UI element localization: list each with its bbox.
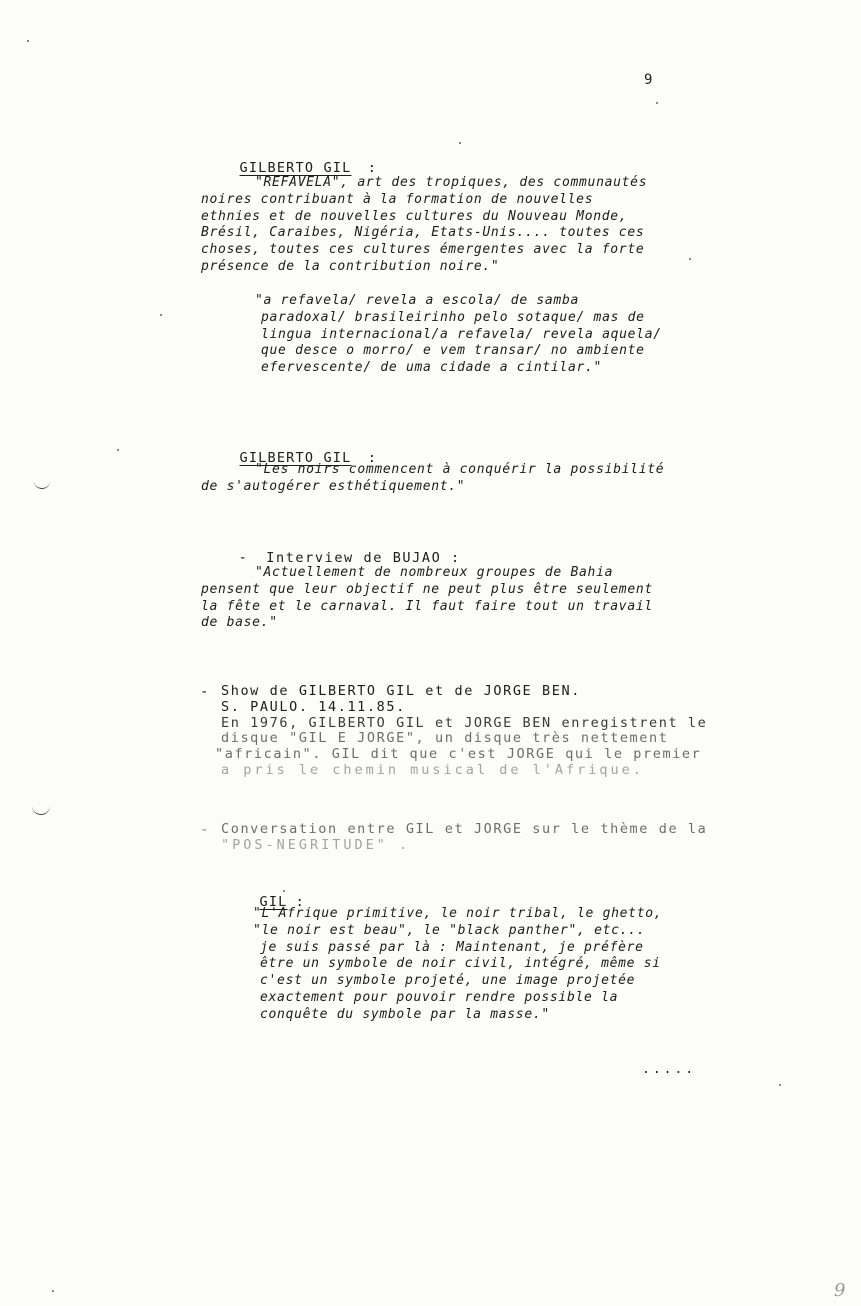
speaker-heading: GILBERTO GIL bbox=[239, 160, 352, 176]
paper-speck bbox=[160, 314, 162, 316]
quote-line: "Les noirs commencent à conquérir la possibilité bbox=[255, 462, 665, 477]
quote-line: "L'Afrique primitive, le noir tribal, le ghetto, bbox=[253, 906, 663, 921]
continuation-dots: ..... bbox=[642, 1062, 697, 1077]
lyric-line: "a refavela/ revela a escola/ de samba bbox=[255, 293, 580, 308]
conversation-line: Conversation entre GIL et JORGE sur le thème de la bbox=[221, 821, 708, 837]
quote-line: de s'autogérer esthétiquement." bbox=[201, 478, 466, 494]
heading-colon: : bbox=[295, 894, 304, 910]
bullet-dash: - bbox=[238, 550, 247, 566]
margin-mark bbox=[34, 478, 50, 489]
handwritten-page-number: 9 bbox=[834, 1280, 846, 1301]
afrique-quote bbox=[253, 906, 662, 1024]
paper-speck bbox=[283, 890, 285, 892]
quote-line: "REFAVELA", art des tropiques, des communautés bbox=[255, 175, 648, 190]
conversation-paragraph bbox=[221, 822, 707, 854]
show-line: S. PAULO. 14.11.85. bbox=[221, 698, 406, 715]
quote-line: présence de la contribution noire." bbox=[201, 258, 500, 274]
paper-speck bbox=[689, 258, 691, 260]
paper-speck bbox=[656, 102, 658, 104]
autogerer-quote bbox=[201, 462, 664, 496]
show-paragraph bbox=[215, 683, 708, 779]
speaker-heading: GILBERTO GIL bbox=[239, 450, 352, 466]
quote-line: je suis passé par là : Maintenant, je préfère bbox=[260, 939, 644, 955]
show-line: "africain". GIL dit que c'est JORGE qui le premier bbox=[215, 746, 702, 763]
quote-line: être un symbole de noir civil, intégré, même si bbox=[260, 956, 661, 972]
quote-line: noires contribuant à la formation de nouvelles bbox=[201, 191, 594, 207]
lyric-line: paradoxal/ brasileirinho pelo sotaque/ mas de bbox=[261, 309, 645, 325]
refavela-quote bbox=[201, 175, 647, 276]
quote-line: conquête du symbole par la masse." bbox=[260, 1006, 550, 1022]
lyric-line: que desce o morro/ e vem transar/ no ambiente bbox=[261, 343, 645, 359]
lyric-line: lingua internacional/a refavela/ revela aquela/ bbox=[261, 326, 662, 342]
speaker-heading: GIL bbox=[259, 894, 288, 910]
bullet-dash: - bbox=[200, 684, 209, 700]
quote-line: "Actuellement de nombreux groupes de Bahia bbox=[255, 565, 614, 580]
margin-mark bbox=[32, 804, 50, 815]
quote-line: ethnies et de nouvelles cultures du Nouveau Monde, bbox=[201, 208, 628, 224]
heading-colon: : bbox=[367, 160, 376, 176]
bullet-dash: - bbox=[200, 822, 209, 838]
show-line: a pris le chemin musical de l'Afrique. bbox=[221, 761, 644, 778]
conversation-line: "POS-NEGRITUDE" . bbox=[221, 836, 411, 853]
show-line: Show de GILBERTO GIL et de JORGE BEN. bbox=[221, 683, 581, 699]
paper-speck bbox=[27, 40, 29, 42]
bujao-quote bbox=[201, 565, 653, 632]
paper-speck bbox=[52, 1290, 54, 1292]
quote-line: "le noir est beau", le "black panther", etc... bbox=[253, 922, 646, 938]
quote-line: la fête et le carnaval. Il faut faire tout un travail bbox=[201, 598, 653, 614]
quote-line: exactement pour pouvoir rendre possible la bbox=[260, 989, 619, 1005]
paper-speck bbox=[779, 1084, 781, 1086]
quote-line: Brésil, Caraibes, Nigéria, Etats-Unis.... toutes ces bbox=[201, 225, 645, 241]
refavela-lyrics bbox=[255, 293, 662, 377]
quote-line: c'est un symbole projeté, une image projetée bbox=[260, 973, 636, 989]
page-number: 9 bbox=[644, 72, 653, 88]
paper-speck bbox=[459, 142, 461, 144]
heading-colon: : bbox=[367, 450, 376, 466]
quote-line: de base." bbox=[201, 615, 278, 631]
quote-line: choses, toutes ces cultures émergentes avec la forte bbox=[201, 242, 645, 258]
lyric-line: efervescente/ de uma cidade a cintilar." bbox=[261, 360, 603, 376]
interview-title: Interview de BUJAO : bbox=[266, 550, 461, 566]
quote-line: pensent que leur objectif ne peut plus être seulement bbox=[201, 581, 653, 597]
show-line: En 1976, GILBERTO GIL et JORGE BEN enregistrent le bbox=[221, 714, 708, 731]
paper-speck bbox=[117, 449, 119, 451]
show-line: disque "GIL E JORGE", un disque très nettement bbox=[221, 730, 669, 747]
